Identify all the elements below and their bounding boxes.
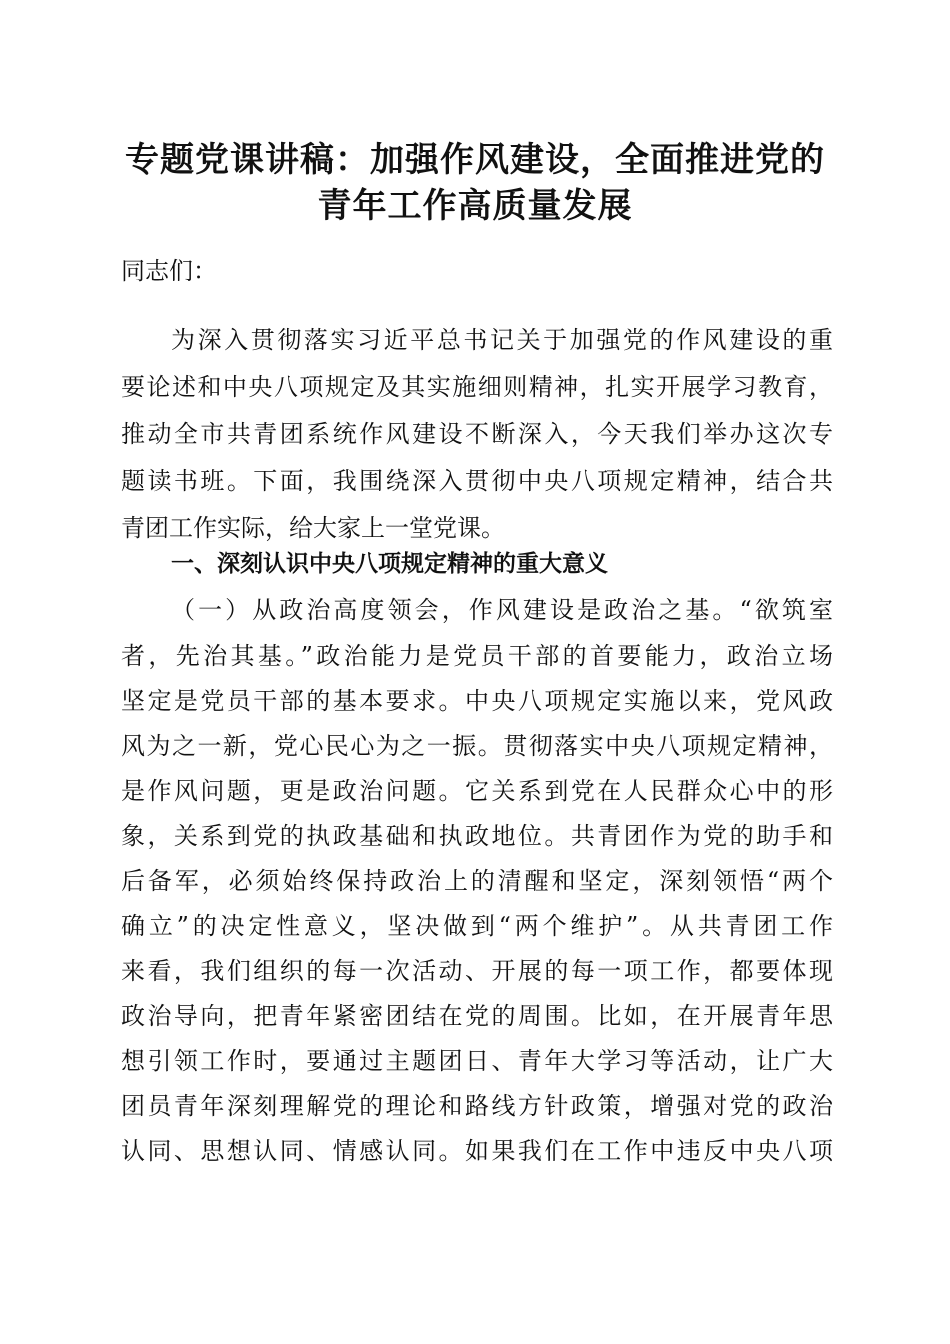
paragraph-line: 后备军，必须始终保持政治上的清醒和坚定，深刻领悟“两个 [121, 867, 833, 895]
salutation: 同志们： [121, 257, 217, 285]
paragraph-line: 要论述和中央八项规定及其实施细则精神，扎实开展学习教育， [121, 373, 833, 401]
paragraph-line: 题读书班。下面，我围绕深入贯彻中央八项规定精神，结合共 [121, 467, 833, 495]
paragraph-line: 来看，我们组织的每一次活动、开展的每一项工作，都要体现 [121, 957, 833, 985]
paragraph-line: 想引领工作时，要通过主题团日、青年大学习等活动，让广大 [121, 1047, 833, 1075]
paragraph-line: 认同、思想认同、情感认同。如果我们在工作中违反中央八项 [121, 1137, 833, 1165]
document-title-line-1: 专题党课讲稿：加强作风建设，全面推进党的 [125, 140, 825, 180]
document-title-line-2: 青年工作高质量发展 [317, 186, 633, 226]
paragraph-line: 坚定是党员干部的基本要求。中央八项规定实施以来，党风政 [121, 687, 833, 715]
paragraph-line: 青团工作实际，给大家上一堂党课。 [121, 514, 505, 542]
paragraph-line: 推动全市共青团系统作风建设不断深入，今天我们举办这次专 [121, 420, 833, 448]
paragraph-line: 团员青年深刻理解党的理论和路线方针政策，增强对党的政治 [121, 1092, 833, 1120]
paragraph-line: 是作风问题，更是政治问题。它关系到党在人民群众心中的形 [121, 777, 833, 805]
paragraph-line: 确立”的决定性意义，坚决做到“两个维护”。从共青团工作 [121, 912, 833, 940]
paragraph-line: 政治导向，把青年紧密团结在党的周围。比如，在开展青年思 [121, 1002, 833, 1030]
paragraph-line: （一）从政治高度领会，作风建设是政治之基。“欲筑室 [171, 596, 833, 624]
paragraph-line: 为深入贯彻落实习近平总书记关于加强党的作风建设的重 [171, 326, 833, 354]
paragraph-line: 象，关系到党的执政基础和执政地位。共青团作为党的助手和 [121, 822, 833, 850]
paragraph-line: 风为之一新，党心民心为之一振。贯彻落实中央八项规定精神， [121, 732, 833, 760]
paragraph-line: 者，先治其基。”政治能力是党员干部的首要能力，政治立场 [121, 642, 833, 670]
section-heading: 一、深刻认识中央八项规定精神的重大意义 [171, 551, 608, 577]
